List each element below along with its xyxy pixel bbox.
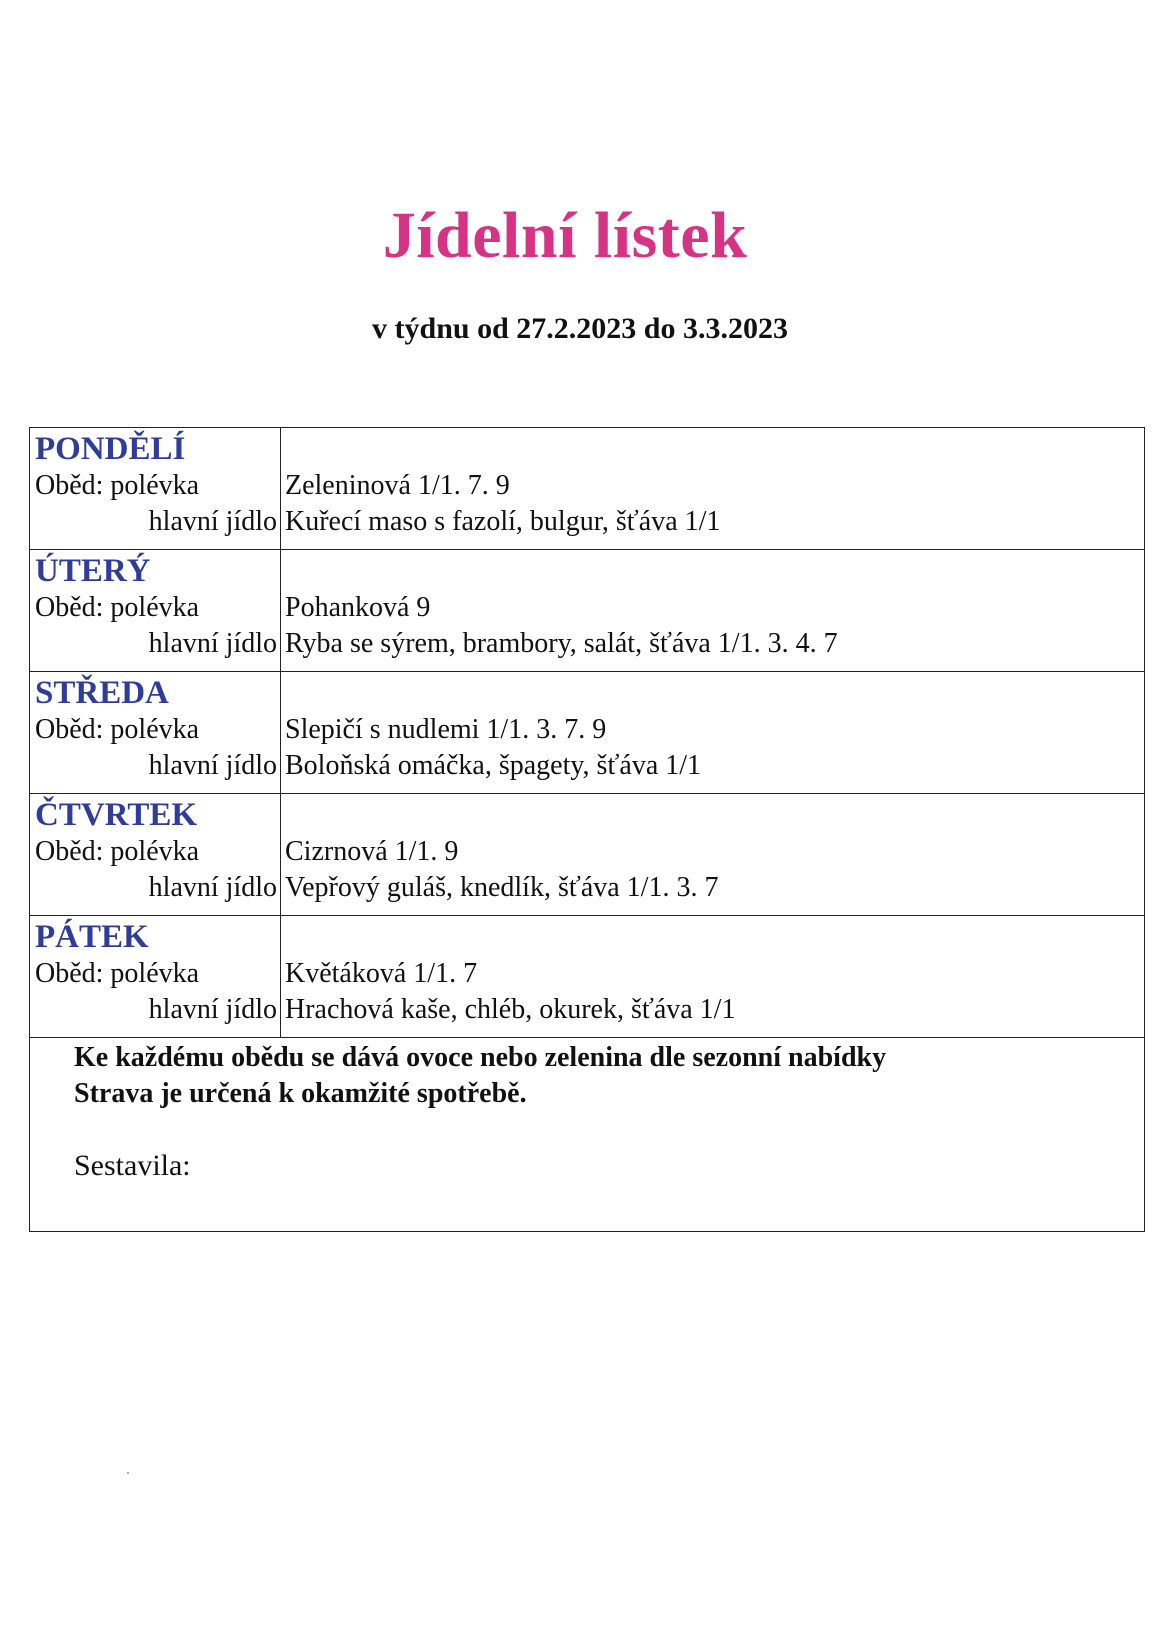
main-dish-label: hlavní jídlo (148, 750, 277, 781)
day-name: PÁTEK (35, 919, 149, 955)
main-dish-label: hlavní jídlo (148, 872, 277, 903)
day-row-monday (30, 428, 1145, 550)
day-row-tuesday (30, 550, 1145, 672)
dish-cell (281, 550, 1145, 672)
day-label-cell (30, 916, 281, 1038)
day-row-wednesday (30, 672, 1145, 794)
soup-dish: Květáková 1/1. 7 (285, 958, 478, 989)
note-fruit: Ke každému obědu se dává ovoce nebo zelenina dle sezonní nabídky (74, 1042, 887, 1073)
day-label-cell (30, 550, 281, 672)
main-dish-label: hlavní jídlo (148, 994, 277, 1025)
soup-label: Oběd: polévka (35, 592, 200, 623)
signed-by-label: Sestavila: (74, 1149, 191, 1182)
day-label-cell (30, 794, 281, 916)
day-name: ÚTERÝ (35, 553, 151, 589)
soup-dish: Cizrnová 1/1. 9 (285, 836, 459, 867)
day-row-friday (30, 916, 1145, 1038)
note-consumption: Strava je určená k okamžité spotřebě. (74, 1078, 527, 1109)
soup-label: Oběd: polévka (35, 714, 200, 745)
main-dish: Boloňská omáčka, špagety, šťáva 1/1 (285, 750, 702, 781)
soup-dish: Slepičí s nudlemi 1/1. 3. 7. 9 (285, 714, 607, 745)
soup-dish: Pohanková 9 (285, 592, 431, 623)
dish-cell (281, 916, 1145, 1038)
main-dish-label: hlavní jídlo (148, 506, 277, 537)
day-label-cell (30, 672, 281, 794)
day-name: PONDĚLÍ (35, 431, 186, 467)
soup-label: Oběd: polévka (35, 958, 200, 989)
notes-cell (30, 1038, 1145, 1232)
dish-cell (281, 794, 1145, 916)
main-dish: Kuřecí maso s fazolí, bulgur, šťáva 1/1 (285, 506, 721, 537)
day-row-thursday (30, 794, 1145, 916)
main-dish-label: hlavní jídlo (148, 628, 277, 659)
main-dish: Ryba se sýrem, brambory, salát, šťáva 1/1. 3. 4. 7 (285, 628, 838, 659)
soup-dish: Zeleninová 1/1. 7. 9 (285, 470, 510, 501)
week-range: v týdnu od 27.2.2023 do 3.3.2023 (372, 312, 788, 345)
day-name: STŘEDA (35, 675, 169, 711)
soup-label: Oběd: polévka (35, 836, 200, 867)
notes-row (30, 1038, 1145, 1232)
menu-table (29, 427, 1145, 1232)
day-label-cell (30, 428, 281, 550)
soup-label: Oběd: polévka (35, 470, 200, 501)
day-name: ČTVRTEK (35, 797, 198, 833)
dish-cell (281, 672, 1145, 794)
page-title: Jídelní lístek (382, 199, 748, 272)
main-dish: Hrachová kaše, chléb, okurek, šťáva 1/1 (285, 994, 736, 1025)
dish-cell (281, 428, 1145, 550)
scan-speck (127, 1472, 129, 1474)
main-dish: Vepřový guláš, knedlík, šťáva 1/1. 3. 7 (285, 872, 719, 903)
